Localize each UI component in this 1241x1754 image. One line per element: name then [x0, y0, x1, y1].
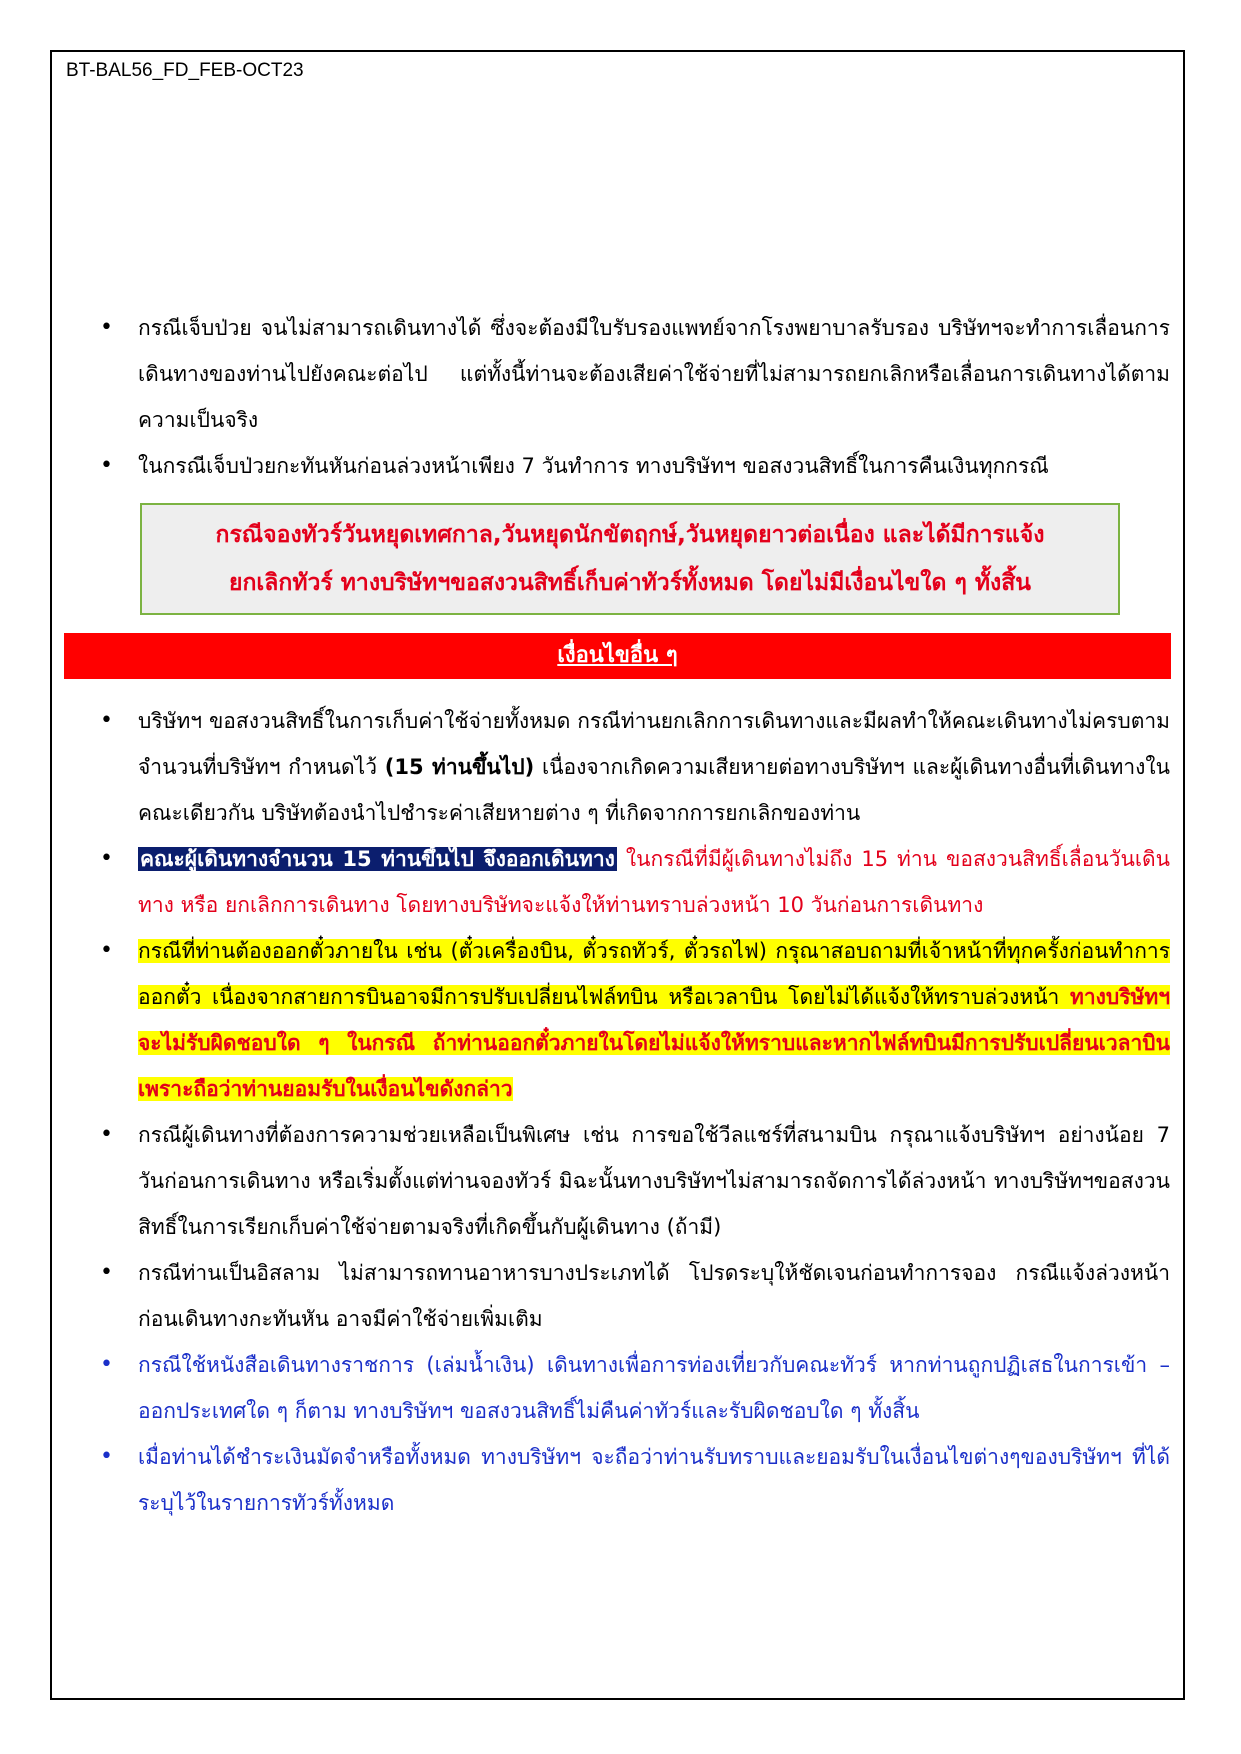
- section-heading-bar: [64, 633, 1171, 679]
- list-item: [100, 836, 1170, 928]
- other-conditions-list: [100, 698, 1170, 1526]
- list-item: • กรณีใช้หนังสือเดินทางราชการ (เล่มน้ำเงิน) เดินทางเพื่อการท่องเที่ยวกับคณะทัวร์ หากท่านถูกปฏิเสธในการเข้า – ออกประเทศใด ๆ ก็ตาม ทางบริษัทฯ ขอสงวนสิทธิ์ไม่คืนค่าทัวร์และรับผิดชอบใด ๆ ทั้งสิ้น: [100, 1342, 1170, 1434]
- section-heading: เงื่อนไขอื่น ๆ: [557, 643, 678, 668]
- list-item: • กรณีผู้เดินทางที่ต้องการความช่วยเหลือเป็นพิเศษ เช่น การขอใช้วีลแชร์ที่สนามบิน กรุณาแจ้งบริษัทฯ อย่างน้อย 7 วันก่อนการเดินทาง หรือเริ่มตั้งแต่ท่านจองทัวร์ มิฉะนั้นทางบริษัทฯไม่สามารถจัดการได้ล่วงหน้า ทางบริษัทฯขอสงวนสิทธิ์ในการเรียกเก็บค่าใช้จ่ายตามจริงที่เกิดขึ้นกับผู้เดินทาง (ถ้ามี): [100, 1112, 1170, 1250]
- illness-conditions-list: [100, 305, 1170, 489]
- list-item: • กรณีท่านเป็นอิสลาม ไม่สามารถทานอาหารบางประเภทได้ โปรดระบุให้ชัดเจนก่อนทำการจอง กรณีแจ้งล่วงหน้าก่อนเดินทางกะทันหัน อาจมีค่าใช้จ่ายเพิ่มเติม: [100, 1250, 1170, 1342]
- list-item: [100, 698, 1170, 836]
- item-text: เนื่องจากเกิดความเสียหายต่อทางบริษัทฯ และผู้เดินทางอื่นที่เดินทางในคณะเดียวกัน บริษัทต้องนำไปชำระค่าเสียหายต่าง ๆ ที่เกิดจากการยกเลิกของท่าน: [138, 755, 1171, 825]
- item-text: ในกรณีที่มีผู้เดินทางไม่ถึง 15 ท่าน ขอสงวนสิทธิ์เลื่อนวันเดินทาง หรือ ยกเลิกการเดินทาง โดยทางบริษัทจะแจ้งให้ท่านทราบล่วงหน้า 10 วันก่อนการเดินทาง: [138, 847, 1170, 917]
- notice-line: ยกเลิกทัวร์ ทางบริษัทฯขอสงวนสิทธิ์เก็บค่าทัวร์ทั้งหมด โดยไม่มีเงื่อนไขใด ๆ ทั้งสิ้น: [229, 570, 1031, 596]
- min-group-size: (15 ท่านขึ้นไป): [384, 755, 535, 779]
- notice-line: กรณีจองทัวร์วันหยุดเทศกาล,วันหยุดนักขัตฤกษ์,วันหยุดยาวต่อเนื่อง และได้มีการแจ้ง: [215, 522, 1045, 548]
- item-text: กรณีที่ท่านต้องออกตั๋วภายใน เช่น (ตั๋วเครื่องบิน, ตั๋วรถทัวร์, ตั๋วรถไฟ) กรุณาสอบถามที่เจ้าหน้าที่ทุกครั้งก่อนทำการออกตั๋ว เนื่องจากสายการบินอาจมีการปรับเปลี่ยนไฟล์ทบิน หรือเวลาบิน โดยไม่ได้แจ้งให้ทราบล่วงหน้า: [138, 939, 1170, 1009]
- list-item: [100, 928, 1170, 1112]
- group-size-highlight: คณะผู้เดินทางจำนวน 15 ท่านขึ้นไป จึงออกเดินทาง: [140, 847, 615, 871]
- list-item: • เมื่อท่านได้ชำระเงินมัดจำหรือทั้งหมด ทางบริษัทฯ จะถือว่าท่านรับทราบและยอมรับในเงื่อนไขต่างๆของบริษัทฯ ที่ได้ระบุไว้ในรายการทัวร์ทั้งหมด: [100, 1434, 1170, 1526]
- document-code: BT-BAL56_FD_FEB-OCT23: [66, 60, 304, 81]
- list-item: • กรณีเจ็บป่วย จนไม่สามารถเดินทางได้ ซึ่งจะต้องมีใบรับรองแพทย์จากโรงพยาบาลรับรอง บริษัทฯจะทำการเลื่อนการเดินทางของท่านไปยังคณะต่อไป แต่ทั้งนี้ท่านจะต้องเสียค่าใช้จ่ายที่ไม่สามารถยกเลิกหรือเลื่อนการเดินทางได้ตามความเป็นจริง: [100, 305, 1170, 443]
- holiday-cancellation-notice: [140, 503, 1120, 615]
- item-text: บริษัทฯ ขอสงวนสิทธิ์ในการเก็บค่าใช้จ่ายทั้งหมด กรณีท่านยกเลิกการเดินทางและมีผลทำให้คณะเดินทางไม่ครบตามจำนวนที่บริษัทฯ กำหนดไว้: [138, 709, 1170, 779]
- list-item: • ในกรณีเจ็บป่วยกะทันหันก่อนล่วงหน้าเพียง 7 วันทำการ ทางบริษัทฯ ขอสงวนสิทธิ์ในการคืนเงินทุกกรณี: [100, 443, 1170, 489]
- disclaimer-text: ทางบริษัทฯ จะไม่รับผิดชอบใด ๆ ในกรณี ถ้าท่านออกตั๋วภายในโดยไม่แจ้งให้ทราบและหากไฟล์ทบินมีการปรับเปลี่ยนเวลาบินเพราะถือว่าท่านยอมรับในเงื่อนไขดังกล่าว: [138, 985, 1170, 1101]
